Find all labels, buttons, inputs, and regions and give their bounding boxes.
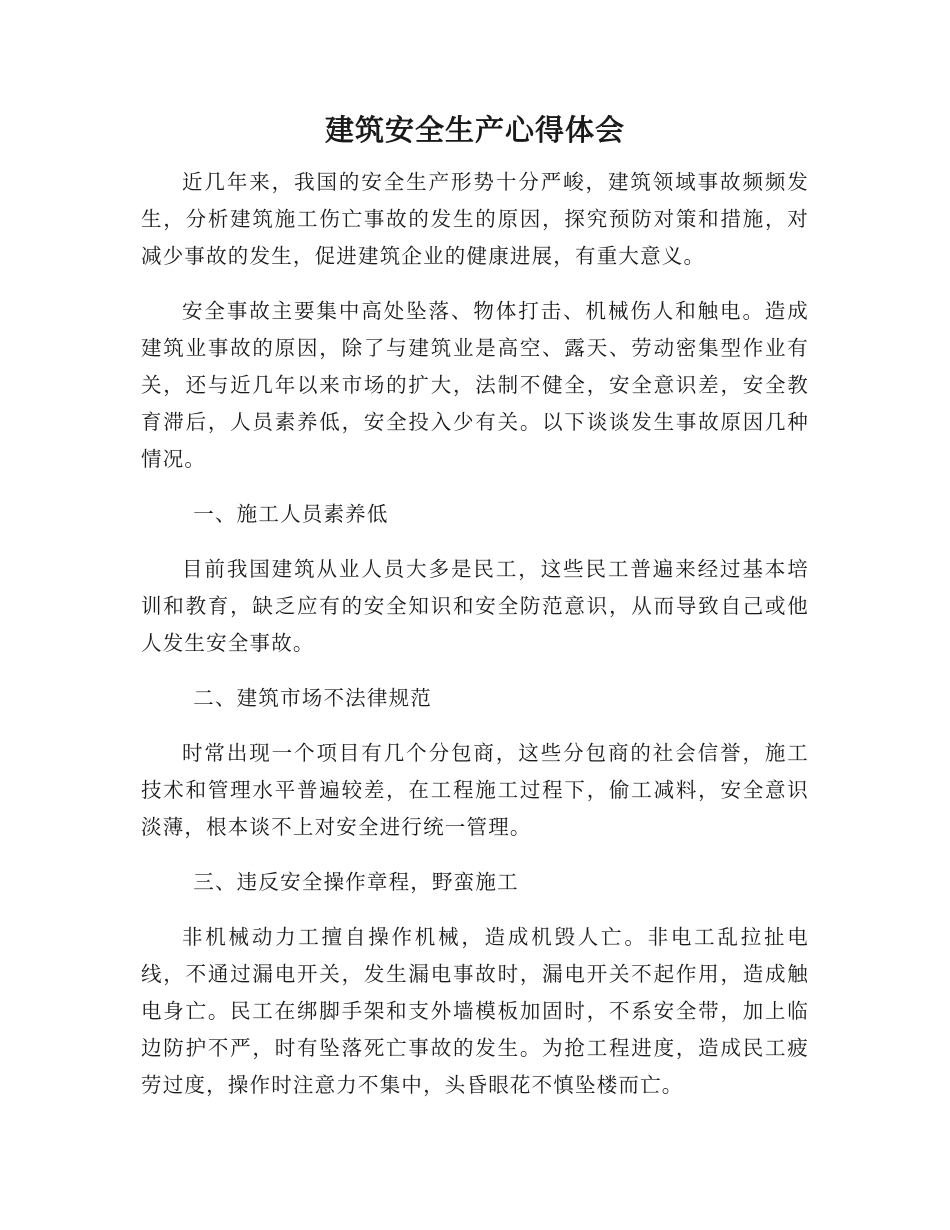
- paragraph-section-1: 目前我国建筑从业人员大多是民工，这些民工普遍来经过基本培训和教育，缺乏应有的安全知识和安全防范意识，从而导致自己或他人发生安全事故。: [141, 557, 809, 655]
- section-heading-1: 一、施工人员素养低: [193, 502, 389, 526]
- page-title: 建筑安全生产心得体会: [324, 113, 625, 147]
- section-heading-2: 二、建筑市场不法律规范: [193, 686, 432, 710]
- section-heading-3: 三、违反安全操作章程，野蛮施工: [193, 870, 519, 894]
- paragraph-intro: 近几年来，我国的安全生产形势十分严峻，建筑领域事故频频发生，分析建筑施工伤亡事故的发生的原因，探究预防对策和措施，对减少事故的发生，促进建筑企业的健康进展，有重大意义。: [141, 170, 809, 268]
- paragraph-section-2: 时常出现一个项目有几个分包商，这些分包商的社会信誉，施工技术和管理水平普遍较差，在工程施工过程下，偷工减料，安全意识淡薄，根本谈不上对安全进行统一管理。: [141, 741, 809, 839]
- document-body: [141, 164, 809, 1122]
- paragraph-accident-causes: 安全事故主要集中高处坠落、物体打击、机械伤人和触电。造成建筑业事故的原因，除了与建筑业是高空、露天、劳动密集型作业有关，还与近几年以来市场的扩大，法制不健全，安全意识差，安全教育滞后，人员素养低，安全投入少有关。以下谈谈发生事故原因几种情况。: [141, 299, 809, 471]
- paragraph-section-3: 非机械动力工擅自操作机械，造成机毁人亡。非电工乱拉扯电线，不通过漏电开关，发生漏电事故时，漏电开关不起作用，造成触电身亡。民工在绑脚手架和支外墙模板加固时，不系安全带，加上临边防护不严，时有坠落死亡事故的发生。为抢工程进度，造成民工疲劳过度，操作时注意力不集中，头昏眼花不慎坠楼而亡。: [141, 925, 809, 1097]
